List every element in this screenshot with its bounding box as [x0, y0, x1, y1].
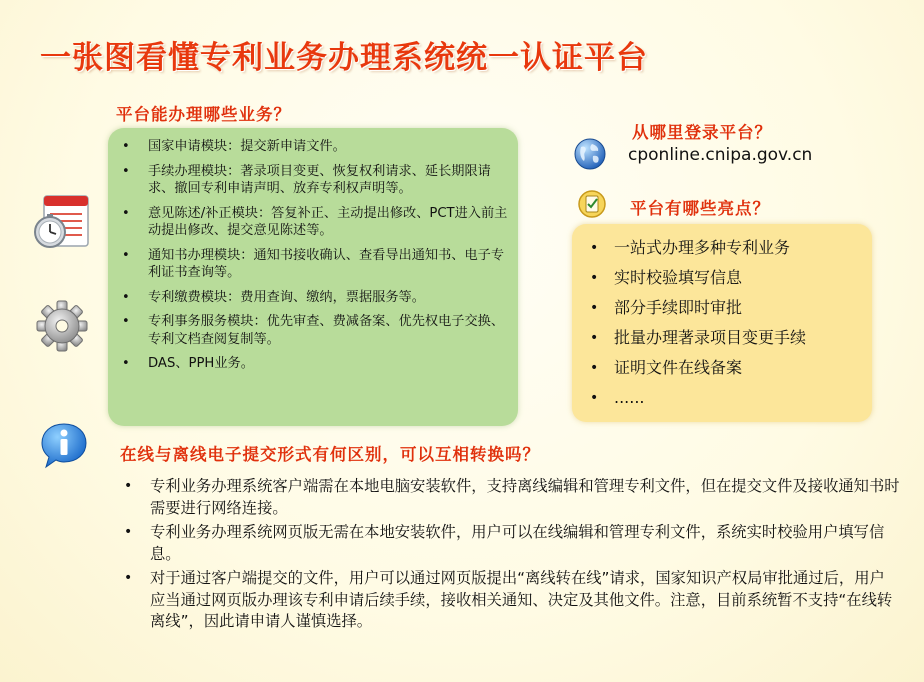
services-heading: 平台能办理哪些业务？ [116, 105, 291, 124]
list-item: • DAS、PPH业务。 [118, 355, 510, 373]
list-item: • 对于通过客户端提交的文件，用户可以通过网页版提出“离线转在线”请求，国家知识产权局审批通过后，用户应当通过网页版办理该专利申请后续手续，接收相关通知、决定及其他文件。注意，目前系统暂不支持“在线转离线”，因此请申请人谨慎选择。 [120, 568, 900, 633]
list-item: • ...... [586, 388, 866, 408]
gear-icon [36, 300, 88, 352]
list-item: • 专利业务办理系统客户端需在本地电脑安装软件，支持离线编辑和管理专利文件，但在提交文件及接收通知书时需要进行网络连接。 [120, 476, 900, 519]
list-item: • 部分手续即时审批 [586, 298, 866, 318]
list-item: • 批量办理著录项目变更手续 [586, 328, 866, 348]
list-item: • 意见陈述/补正模块：答复补正、主动提出修改、PCT进入前主动提出修改、提交意见陈述等。 [118, 205, 510, 240]
list-item: • 通知书办理模块：通知书接收确认、查看导出通知书、电子专利证书查询等。 [118, 247, 510, 282]
list-item: • 专利缴费模块：费用查询、缴纳，票据服务等。 [118, 289, 510, 307]
checklist-icon [577, 189, 607, 219]
list-item: • 手续办理模块：著录项目变更、恢复权利请求、延长期限请求、撤回专利申请声明、放弃专利权声明等。 [118, 163, 510, 198]
highlights-list [586, 238, 866, 418]
page-title: 一张图看懂专利业务办理系统统一认证平台 [40, 40, 648, 76]
highlights-heading: 平台有哪些亮点？ [630, 199, 770, 218]
info-icon [38, 420, 90, 472]
calendar-clock-icon [30, 190, 92, 254]
login-url[interactable]: cponline.cnipa.gov.cn [628, 145, 813, 165]
list-item: • 专利业务办理系统网页版无需在本地安装软件，用户可以在线编辑和管理专利文件，系统实时校验用户填写信息。 [120, 522, 900, 565]
modes-heading: 在线与离线电子提交形式有何区别，可以互相转换吗？ [120, 445, 540, 464]
list-item: • 专利事务服务模块：优先审查、费减备案、优先权电子交换、专利文档查阅复制等。 [118, 313, 510, 348]
list-item: • 实时校验填写信息 [586, 268, 866, 288]
list-item: • 国家申请模块：提交新申请文件。 [118, 138, 510, 156]
globe-icon [573, 137, 607, 171]
list-item: • 一站式办理多种专利业务 [586, 238, 866, 258]
login-heading: 从哪里登录平台？ [632, 123, 772, 142]
list-item: • 证明文件在线备案 [586, 358, 866, 378]
services-list [118, 138, 510, 380]
modes-list [120, 476, 900, 636]
